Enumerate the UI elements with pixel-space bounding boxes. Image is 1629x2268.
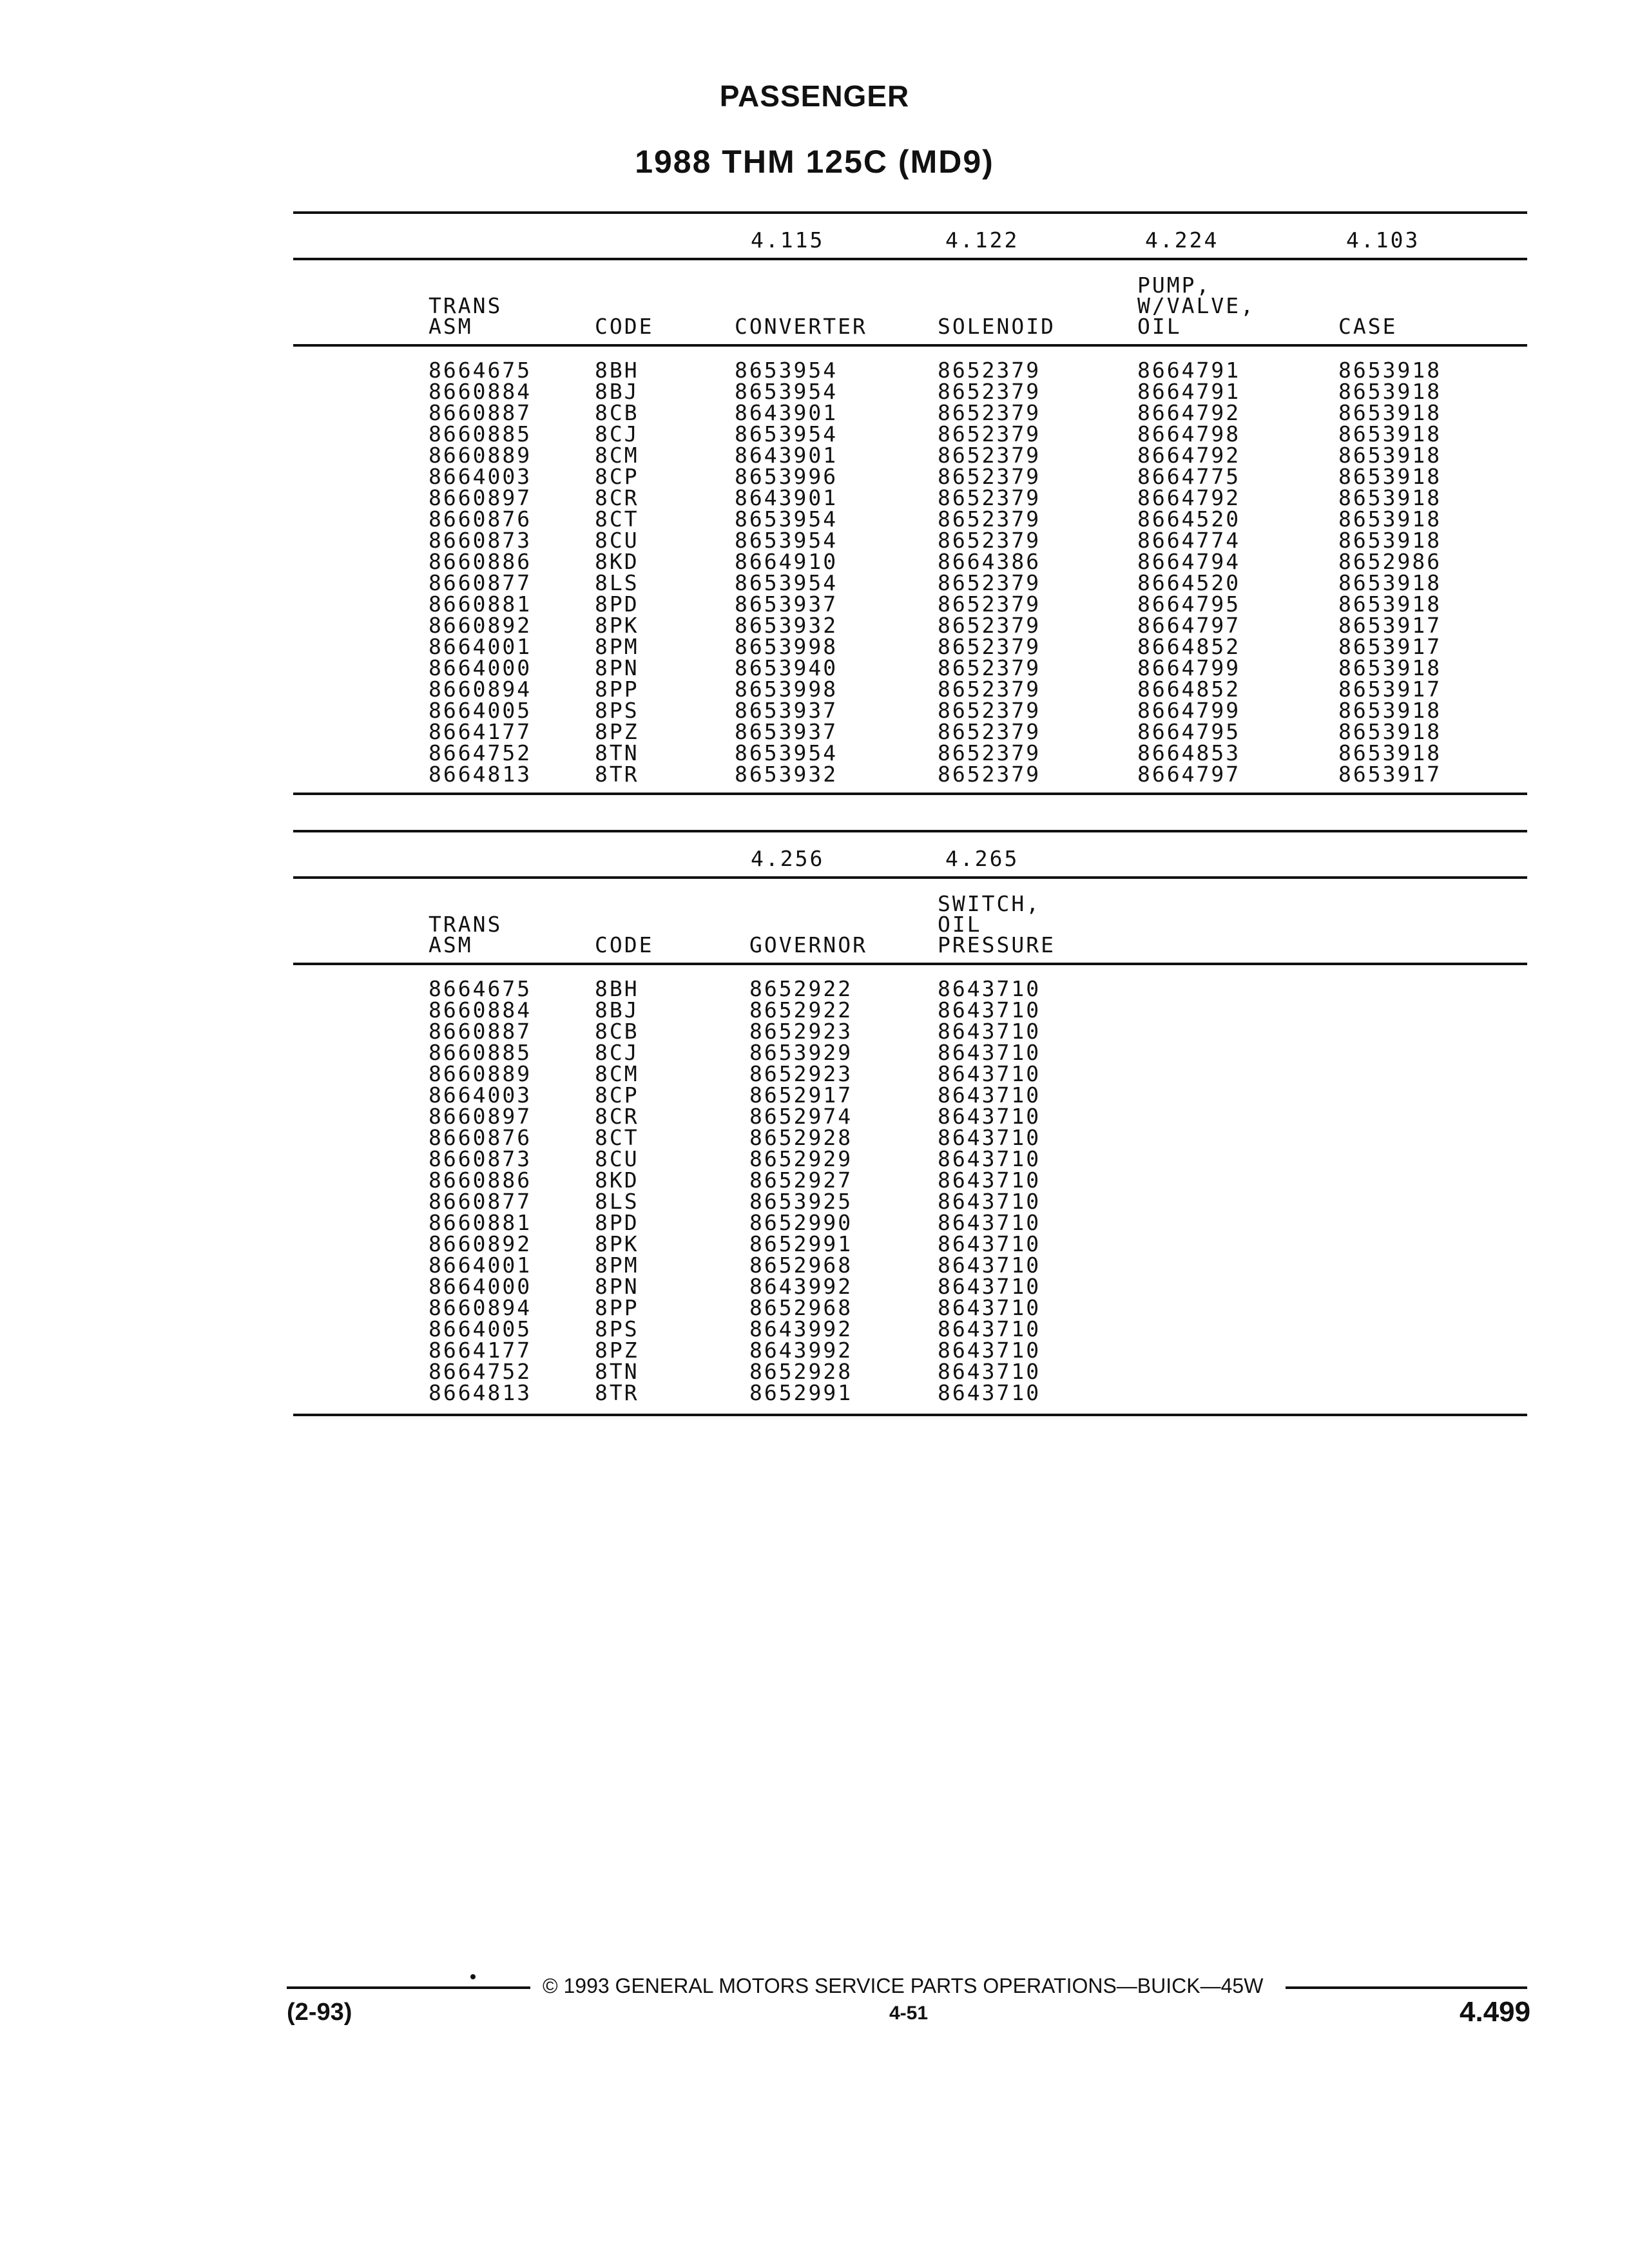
table-cell: 8652379 xyxy=(938,528,1041,553)
table-cell: 8664001 xyxy=(429,634,532,659)
table-cell: 8652923 xyxy=(749,1061,853,1086)
table-cell: 8CU xyxy=(595,528,639,553)
table-row xyxy=(293,530,1527,551)
table-rule xyxy=(293,830,1527,832)
table-cell: 8660884 xyxy=(429,997,532,1023)
table-row xyxy=(293,423,1527,445)
table-cell: 8664910 xyxy=(735,549,838,574)
table-cell: 8653918 xyxy=(1338,358,1442,383)
table-rule xyxy=(293,258,1527,260)
ref-number: 4.224 xyxy=(1145,227,1219,253)
column-header: CODE xyxy=(595,314,654,339)
column-header: SWITCH, xyxy=(938,891,1041,916)
table-cell: 8PZ xyxy=(595,1338,639,1363)
table-cell: 8CR xyxy=(595,485,639,510)
table-cell: 8660889 xyxy=(429,1061,532,1086)
table-cell: 8653918 xyxy=(1338,528,1442,553)
table-cell: 8664852 xyxy=(1137,677,1241,702)
table-cell: 8643710 xyxy=(938,1168,1041,1193)
table-cell: 8653918 xyxy=(1338,379,1442,404)
table-cell: 8664799 xyxy=(1137,655,1241,680)
table-cell: 8652968 xyxy=(749,1295,853,1320)
table-row xyxy=(293,1169,1527,1191)
table-cell: 8BH xyxy=(595,358,639,383)
table-cell: 8653937 xyxy=(735,719,838,744)
table-cell: 8CJ xyxy=(595,421,639,447)
table-cell: 8CU xyxy=(595,1146,639,1171)
table-cell: 8BJ xyxy=(595,997,639,1023)
table-row xyxy=(293,1106,1527,1127)
table-row xyxy=(293,721,1527,742)
column-header: W/VALVE, xyxy=(1137,293,1255,318)
table-cell: 8653954 xyxy=(735,528,838,553)
table-cell: 8653998 xyxy=(735,677,838,702)
table-cell: 8PK xyxy=(595,1231,639,1256)
table-cell: 8652379 xyxy=(938,655,1041,680)
table-cell: 8664675 xyxy=(429,976,532,1001)
table-cell: 8653918 xyxy=(1338,698,1442,723)
print-speck xyxy=(470,1974,476,1979)
table-row xyxy=(293,978,1527,999)
table-cell: 8664792 xyxy=(1137,485,1241,510)
ref-number: 4.103 xyxy=(1346,227,1420,253)
table-cell: 8652986 xyxy=(1338,549,1442,574)
table-cell: 8CJ xyxy=(595,1040,639,1065)
table-cell: 8LS xyxy=(595,570,639,595)
table-cell: 8664792 xyxy=(1137,443,1241,468)
table-cell: 8643710 xyxy=(938,976,1041,1001)
table-row xyxy=(293,657,1527,678)
table-cell: 8652927 xyxy=(749,1168,853,1193)
table-cell: 8653917 xyxy=(1338,634,1442,659)
table-cell: 8652379 xyxy=(938,421,1041,447)
ref-number: 4.265 xyxy=(945,846,1019,871)
table-row xyxy=(293,1148,1527,1169)
table-cell: 8643992 xyxy=(749,1338,853,1363)
table-cell: 8660894 xyxy=(429,677,532,702)
table-cell: 8643710 xyxy=(938,1104,1041,1129)
footer-revision-date: (2-93) xyxy=(287,1999,352,2026)
table-cell: 8PP xyxy=(595,677,639,702)
column-header: OIL xyxy=(938,912,982,937)
table-cell: 8664520 xyxy=(1137,570,1241,595)
table-cell: 8660881 xyxy=(429,1210,532,1235)
table-cell: 8652379 xyxy=(938,443,1041,468)
table-cell: 8664774 xyxy=(1137,528,1241,553)
table-cell: 8664005 xyxy=(429,1316,532,1341)
table-row xyxy=(293,1340,1527,1361)
table-cell: 8643710 xyxy=(938,1040,1041,1065)
table-cell: 8CB xyxy=(595,1019,639,1044)
column-header: TRANS xyxy=(429,293,503,318)
column-header: TRANS xyxy=(429,912,503,937)
table-cell: 8664798 xyxy=(1137,421,1241,447)
table-rule xyxy=(293,793,1527,795)
table-cell: 8TR xyxy=(595,762,639,787)
table-cell: 8664795 xyxy=(1137,591,1241,617)
table-cell: 8653918 xyxy=(1338,740,1442,765)
table-row xyxy=(293,1212,1527,1233)
table-cell: 8PN xyxy=(595,1274,639,1299)
table-cell: 8664791 xyxy=(1137,379,1241,404)
table-cell: 8653954 xyxy=(735,740,838,765)
table-cell: 8643710 xyxy=(938,1019,1041,1044)
table-cell: 8CT xyxy=(595,1125,639,1150)
column-header: ASM xyxy=(429,932,473,957)
table-cell: 8653918 xyxy=(1338,421,1442,447)
table-row xyxy=(293,1361,1527,1382)
table-cell: 8664797 xyxy=(1137,762,1241,787)
table-row xyxy=(293,402,1527,423)
table-cell: 8643992 xyxy=(749,1274,853,1299)
table-cell: 8660873 xyxy=(429,1146,532,1171)
table-row xyxy=(293,360,1527,381)
table-row xyxy=(293,678,1527,700)
table-rule xyxy=(293,876,1527,879)
table-cell: 8652923 xyxy=(749,1019,853,1044)
table-cell: 8653918 xyxy=(1338,400,1442,425)
table-cell: 8BH xyxy=(595,976,639,1001)
table-cell: 8660876 xyxy=(429,1125,532,1150)
table-cell: 8664813 xyxy=(429,1380,532,1405)
table-row xyxy=(293,1297,1527,1318)
table-cell: 8652379 xyxy=(938,485,1041,510)
table-cell: 8652379 xyxy=(938,677,1041,702)
table-cell: 8660873 xyxy=(429,528,532,553)
table-cell: 8664675 xyxy=(429,358,532,383)
table-row xyxy=(293,1191,1527,1212)
table-row xyxy=(293,466,1527,487)
table-cell: 8643710 xyxy=(938,1295,1041,1320)
table-cell: 8660881 xyxy=(429,591,532,617)
table-cell: 8653954 xyxy=(735,506,838,532)
table-cell: 8653954 xyxy=(735,421,838,447)
table-row xyxy=(293,445,1527,466)
table-row xyxy=(293,764,1527,785)
table-cell: 8TN xyxy=(595,1359,639,1384)
table-cell: 8660877 xyxy=(429,1189,532,1214)
column-header: GOVERNOR xyxy=(749,932,867,957)
table-cell: 8660894 xyxy=(429,1295,532,1320)
table-cell: 8CP xyxy=(595,464,639,489)
table-row xyxy=(293,508,1527,530)
table-cell: 8652929 xyxy=(749,1146,853,1171)
table-cell: 8653937 xyxy=(735,591,838,617)
table-cell: 8652379 xyxy=(938,762,1041,787)
table-cell: 8653918 xyxy=(1338,506,1442,532)
table-cell: 8652379 xyxy=(938,358,1041,383)
table-cell: 8KD xyxy=(595,1168,639,1193)
table-row xyxy=(293,999,1527,1021)
table-cell: 8643710 xyxy=(938,1359,1041,1384)
table-cell: 8652922 xyxy=(749,976,853,1001)
table-cell: 8CM xyxy=(595,1061,639,1086)
table-cell: 8PD xyxy=(595,1210,639,1235)
table-cell: 8PD xyxy=(595,591,639,617)
table-row xyxy=(293,1382,1527,1403)
table-cell: 8664752 xyxy=(429,740,532,765)
table-cell: 8653918 xyxy=(1338,443,1442,468)
table-cell: 8652968 xyxy=(749,1253,853,1278)
table-cell: 8CM xyxy=(595,443,639,468)
table-cell: 8652990 xyxy=(749,1210,853,1235)
table-row xyxy=(293,1318,1527,1340)
table-cell: 8664000 xyxy=(429,655,532,680)
table-cell: 8653918 xyxy=(1338,464,1442,489)
table-cell: 8660889 xyxy=(429,443,532,468)
table-row xyxy=(293,381,1527,402)
table-cell: 8652928 xyxy=(749,1359,853,1384)
table-cell: 8643901 xyxy=(735,443,838,468)
page-subtitle: 1988 THM 125C (MD9) xyxy=(635,144,994,180)
table-cell: 8660892 xyxy=(429,1231,532,1256)
table-cell: 8660886 xyxy=(429,549,532,574)
table-cell: 8643710 xyxy=(938,1316,1041,1341)
table-cell: 8CP xyxy=(595,1082,639,1108)
table-cell: 8664813 xyxy=(429,762,532,787)
table-cell: 8652379 xyxy=(938,698,1041,723)
table-row xyxy=(293,1127,1527,1148)
ref-number: 4.122 xyxy=(945,227,1019,253)
table-row xyxy=(293,1254,1527,1276)
table-cell: 8653917 xyxy=(1338,613,1442,638)
table-cell: 8660884 xyxy=(429,379,532,404)
table-cell: 8PP xyxy=(595,1295,639,1320)
footer-rule-right xyxy=(1286,1986,1527,1989)
table-rule xyxy=(293,344,1527,347)
table-cell: 8BJ xyxy=(595,379,639,404)
table-cell: 8652379 xyxy=(938,591,1041,617)
table-cell: 8653918 xyxy=(1338,719,1442,744)
footer-folio: 4-51 xyxy=(889,2003,929,2024)
table-cell: 8664003 xyxy=(429,1082,532,1108)
table-cell: 8652379 xyxy=(938,719,1041,744)
table-cell: 8653925 xyxy=(749,1189,853,1214)
table-cell: 8660897 xyxy=(429,1104,532,1129)
table-cell: 8652379 xyxy=(938,379,1041,404)
table-cell: 8660886 xyxy=(429,1168,532,1193)
table-cell: 8652379 xyxy=(938,740,1041,765)
table-cell: 8CR xyxy=(595,1104,639,1129)
table-cell: 8653918 xyxy=(1338,485,1442,510)
ref-number: 4.256 xyxy=(751,846,825,871)
table-cell: 8TN xyxy=(595,740,639,765)
table-cell: 8664791 xyxy=(1137,358,1241,383)
table-rule xyxy=(293,211,1527,214)
table-cell: 8643710 xyxy=(938,1210,1041,1235)
table-rule xyxy=(293,1414,1527,1416)
table-cell: 8660885 xyxy=(429,421,532,447)
table-cell: 8643710 xyxy=(938,997,1041,1023)
table-cell: 8PK xyxy=(595,613,639,638)
table-cell: 8652922 xyxy=(749,997,853,1023)
table-row xyxy=(293,1084,1527,1106)
table-cell: 8652991 xyxy=(749,1380,853,1405)
column-header: CASE xyxy=(1338,314,1398,339)
table-cell: 8653996 xyxy=(735,464,838,489)
column-header: PUMP, xyxy=(1137,273,1211,298)
column-header: ASM xyxy=(429,314,473,339)
table-cell: 8653918 xyxy=(1338,655,1442,680)
ref-number: 4.115 xyxy=(751,227,825,253)
table-cell: 8643710 xyxy=(938,1189,1041,1214)
table-row xyxy=(293,487,1527,508)
footer-rule-left xyxy=(287,1986,530,1989)
table-cell: 8664386 xyxy=(938,549,1041,574)
table-cell: 8653954 xyxy=(735,379,838,404)
table-cell: 8660887 xyxy=(429,1019,532,1044)
footer-copyright: © 1993 GENERAL MOTORS SERVICE PARTS OPERATIONS—BUICK—45W xyxy=(543,1974,1264,1997)
table-cell: 8660887 xyxy=(429,400,532,425)
table-cell: 8653917 xyxy=(1338,677,1442,702)
table-row xyxy=(293,1042,1527,1063)
table-cell: 8653918 xyxy=(1338,591,1442,617)
table-cell: 8652917 xyxy=(749,1082,853,1108)
table-cell: 8643710 xyxy=(938,1082,1041,1108)
table-cell: 8KD xyxy=(595,549,639,574)
page-number: 4.499 xyxy=(1460,1996,1531,2028)
column-header: CONVERTER xyxy=(735,314,867,339)
table-cell: 8664795 xyxy=(1137,719,1241,744)
table-cell: 8TR xyxy=(595,1380,639,1405)
table-cell: 8652379 xyxy=(938,634,1041,659)
table-cell: 8660892 xyxy=(429,613,532,638)
table-row xyxy=(293,742,1527,764)
table-cell: 8PM xyxy=(595,1253,639,1278)
table-cell: 8664775 xyxy=(1137,464,1241,489)
table-cell: 8664000 xyxy=(429,1274,532,1299)
table-cell: 8653932 xyxy=(735,762,838,787)
table-row xyxy=(293,1233,1527,1254)
table-cell: 8643710 xyxy=(938,1253,1041,1278)
table-cell: 8664792 xyxy=(1137,400,1241,425)
table-cell: 8643992 xyxy=(749,1316,853,1341)
table-cell: 8664177 xyxy=(429,719,532,744)
table-cell: 8660877 xyxy=(429,570,532,595)
page-title: PASSENGER xyxy=(719,79,910,113)
table-cell: 8643901 xyxy=(735,400,838,425)
table-cell: 8664003 xyxy=(429,464,532,489)
table-row xyxy=(293,593,1527,615)
table-cell: 8PS xyxy=(595,1316,639,1341)
table-cell: 8CT xyxy=(595,506,639,532)
table-cell: 8643710 xyxy=(938,1274,1041,1299)
table-cell: 8653937 xyxy=(735,698,838,723)
table-row xyxy=(293,551,1527,572)
table-cell: 8PM xyxy=(595,634,639,659)
table-cell: 8664799 xyxy=(1137,698,1241,723)
table-cell: 8653929 xyxy=(749,1040,853,1065)
table-row xyxy=(293,700,1527,721)
table-cell: 8652379 xyxy=(938,400,1041,425)
table-cell: 8PZ xyxy=(595,719,639,744)
column-header: SOLENOID xyxy=(938,314,1055,339)
table-cell: 8664794 xyxy=(1137,549,1241,574)
table-cell: 8653954 xyxy=(735,570,838,595)
table-cell: 8643710 xyxy=(938,1231,1041,1256)
table-cell: 8652379 xyxy=(938,613,1041,638)
table-cell: 8652379 xyxy=(938,506,1041,532)
table-cell: 8652991 xyxy=(749,1231,853,1256)
table-cell: 8LS xyxy=(595,1189,639,1214)
table-cell: 8652379 xyxy=(938,570,1041,595)
table-cell: 8660876 xyxy=(429,506,532,532)
table-cell: 8PN xyxy=(595,655,639,680)
table-cell: 8643710 xyxy=(938,1125,1041,1150)
table-cell: 8653917 xyxy=(1338,762,1442,787)
table-cell: 8653940 xyxy=(735,655,838,680)
table-cell: 8643710 xyxy=(938,1146,1041,1171)
table-cell: 8653998 xyxy=(735,634,838,659)
table-row xyxy=(293,636,1527,657)
table-cell: 8664853 xyxy=(1137,740,1241,765)
table-cell: 8643901 xyxy=(735,485,838,510)
table-row xyxy=(293,572,1527,593)
table-cell: 8664005 xyxy=(429,698,532,723)
table-cell: 8653918 xyxy=(1338,570,1442,595)
table-row xyxy=(293,1276,1527,1297)
column-header: OIL xyxy=(1137,314,1182,339)
table-row xyxy=(293,615,1527,636)
table-cell: 8664797 xyxy=(1137,613,1241,638)
column-header: CODE xyxy=(595,932,654,957)
table-cell: 8664520 xyxy=(1137,506,1241,532)
table-cell: 8664852 xyxy=(1137,634,1241,659)
table-cell: 8660897 xyxy=(429,485,532,510)
table-row xyxy=(293,1021,1527,1042)
table-cell: 8664177 xyxy=(429,1338,532,1363)
table-cell: 8643710 xyxy=(938,1380,1041,1405)
column-header: PRESSURE xyxy=(938,932,1055,957)
table-cell: 8652928 xyxy=(749,1125,853,1150)
table-cell: 8660885 xyxy=(429,1040,532,1065)
table-cell: 8653954 xyxy=(735,358,838,383)
table-cell: 8CB xyxy=(595,400,639,425)
table-row xyxy=(293,1063,1527,1084)
table-cell: 8643710 xyxy=(938,1338,1041,1363)
table-cell: 8643710 xyxy=(938,1061,1041,1086)
table-cell: 8PS xyxy=(595,698,639,723)
table-cell: 8664001 xyxy=(429,1253,532,1278)
table-cell: 8653932 xyxy=(735,613,838,638)
table-cell: 8652379 xyxy=(938,464,1041,489)
table-cell: 8664752 xyxy=(429,1359,532,1384)
table-cell: 8652974 xyxy=(749,1104,853,1129)
table-rule xyxy=(293,963,1527,965)
